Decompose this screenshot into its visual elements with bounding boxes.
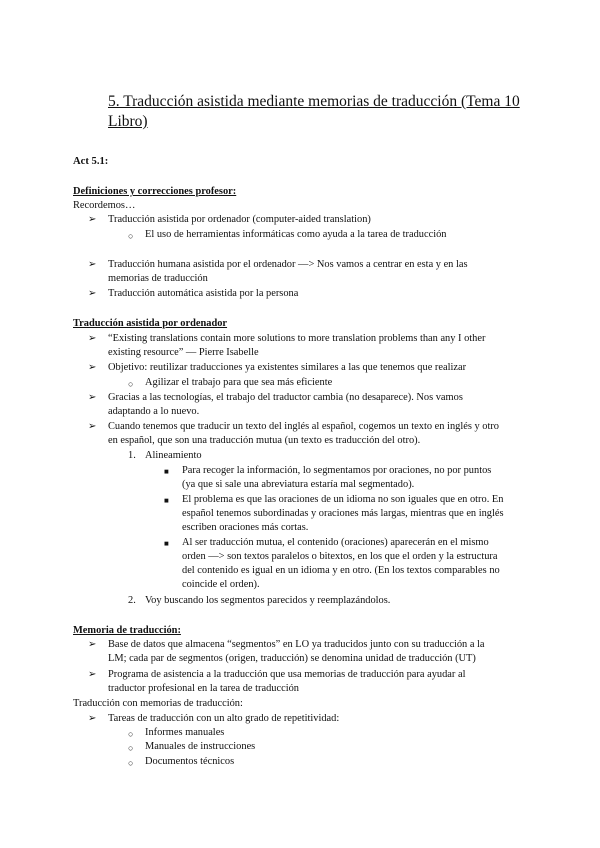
- list-number: 1.: [128, 450, 136, 461]
- list-item-continuation: español tenemos subordinadas y oraciones más largas, mientras que en inglés: [182, 508, 504, 519]
- list-item: Para recoger la información, lo segmentamos por oraciones, no por puntos: [182, 465, 492, 476]
- list-item-continuation: del contenido es igual en un idioma y en otro. (En los textos comparables no: [182, 565, 500, 576]
- list-item: Alineamiento: [145, 450, 202, 461]
- arrow-bullet-icon: ➢: [88, 333, 97, 344]
- square-bullet-icon: ■: [164, 467, 169, 476]
- list-item-continuation: coincide el orden).: [182, 579, 260, 590]
- list-item: El uso de herramientas informáticas como ayuda a la tarea de traducción: [145, 229, 447, 240]
- list-item: Documentos técnicos: [145, 756, 235, 767]
- list-item: Manuales de instrucciones: [145, 741, 256, 752]
- list-item-continuation: memorias de traducción: [108, 273, 208, 284]
- list-item: Traducción automática asistida por la persona: [108, 288, 299, 299]
- list-item: “Existing translations contain more solutions to more translation problems than any I other: [108, 333, 486, 344]
- circle-bullet-icon: ○: [128, 729, 134, 739]
- circle-bullet-icon: ○: [128, 758, 134, 768]
- list-item: Gracias a las tecnologías, el trabajo del traductor cambia (no desaparece). Nos vamos: [108, 392, 463, 403]
- plain-text: Traducción con memorias de traducción:: [73, 698, 243, 709]
- list-item-continuation: en español, que son una traducción mutua (un texto es traducción del otro).: [108, 435, 421, 446]
- list-item: El problema es que las oraciones de un idioma no son iguales que en otro. En: [182, 494, 504, 505]
- circle-bullet-icon: ○: [128, 743, 134, 753]
- list-item-continuation: traductor profesional en la tarea de traducción: [108, 683, 299, 694]
- list-item: Base de datos que almacena “segmentos” en LO ya traducidos junto con su traducción a la: [108, 639, 485, 650]
- list-item-continuation: LM; cada par de segmentos (origen, traducción) se denomina unidad de traducción (UT): [108, 653, 476, 664]
- list-item: Agilizar el trabajo para que sea más eficiente: [145, 377, 333, 388]
- list-item: Al ser traducción mutua, el contenido (oraciones) aparecerán en el mismo: [182, 537, 489, 548]
- list-item: Informes manuales: [145, 727, 225, 738]
- list-item-continuation: orden —> son textos paralelos o bitextos, en los que el orden y la estructura: [182, 551, 498, 562]
- section-header-tao: Traducción asistida por ordenador: [73, 318, 228, 329]
- list-item: Objetivo: reutilizar traducciones ya existentes similares a las que tenemos que realizar: [108, 362, 467, 373]
- section-header-definiciones: Definiciones y correcciones profesor:: [73, 186, 237, 197]
- page-title: 5. Traducción asistida mediante memorias de traducción (Tema 10 Libro): [108, 93, 520, 130]
- list-item-continuation: existing resource” — Pierre Isabelle: [108, 347, 259, 358]
- arrow-bullet-icon: ➢: [88, 288, 97, 299]
- arrow-bullet-icon: ➢: [88, 392, 97, 403]
- arrow-bullet-icon: ➢: [88, 713, 97, 724]
- circle-bullet-icon: ○: [128, 379, 134, 389]
- arrow-bullet-icon: ➢: [88, 259, 97, 270]
- arrow-bullet-icon: ➢: [88, 362, 97, 373]
- list-item: Traducción humana asistida por el ordenador —> Nos vamos a centrar en esta y en las: [108, 259, 468, 270]
- square-bullet-icon: ■: [164, 539, 169, 548]
- arrow-bullet-icon: ➢: [88, 421, 97, 432]
- list-item: Programa de asistencia a la traducción que usa memorias de traducción para ayudar al: [108, 669, 466, 680]
- arrow-bullet-icon: ➢: [88, 669, 97, 680]
- arrow-bullet-icon: ➢: [88, 639, 97, 650]
- list-item: Tareas de traducción con un alto grado de repetitividad:: [108, 713, 340, 724]
- activity-label: Act 5.1:: [73, 156, 109, 167]
- list-item: Cuando tenemos que traducir un texto del inglés al español, cogemos un texto en inglés y otro: [108, 421, 500, 432]
- list-item-continuation: (ya que si sale una abreviatura estaría mal segmentado).: [182, 479, 415, 490]
- list-item: Voy buscando los segmentos parecidos y reemplazándolos.: [145, 595, 391, 606]
- arrow-bullet-icon: ➢: [88, 214, 97, 225]
- circle-bullet-icon: ○: [128, 231, 134, 241]
- list-item-continuation: escriben oraciones más cortas.: [182, 522, 309, 533]
- square-bullet-icon: ■: [164, 496, 169, 505]
- list-item-continuation: adaptando a lo nuevo.: [108, 406, 200, 417]
- recordemos-text: Recordemos…: [73, 200, 136, 211]
- section-header-memoria: Memoria de traducción:: [73, 625, 181, 636]
- list-item: Traducción asistida por ordenador (computer-aided translation): [108, 214, 371, 225]
- list-number: 2.: [128, 595, 136, 606]
